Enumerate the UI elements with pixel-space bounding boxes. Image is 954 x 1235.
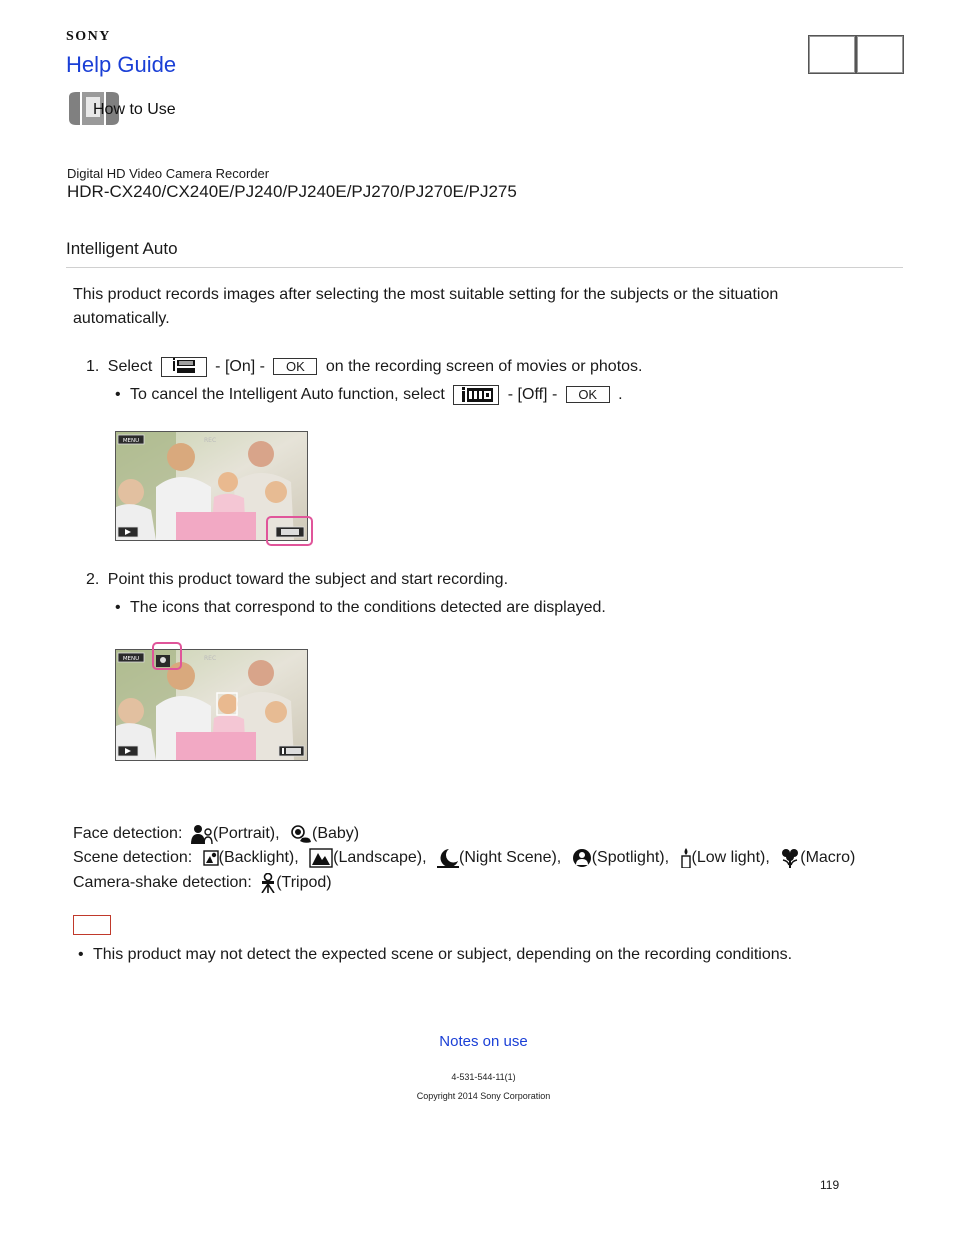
low-light-icon — [680, 848, 692, 868]
step-1 — [86, 356, 642, 378]
face-detection-line — [73, 823, 359, 845]
note-marker — [73, 915, 111, 935]
landscape-label: (Landscape), — [333, 849, 427, 866]
product-type: Digital HD Video Camera Recorder — [67, 166, 270, 181]
baby-label: (Baby) — [311, 825, 360, 842]
step-2 — [86, 569, 508, 591]
step-2-sub: • The icons that correspond to the conditions detected are displayed. — [130, 597, 606, 619]
step-text-pre: Select — [107, 358, 153, 375]
section-link[interactable]: How to Use — [93, 101, 176, 118]
copyright: Copyright 2014 Sony Corporation — [416, 1091, 551, 1101]
portrait-icon — [191, 824, 213, 844]
page-number: 119 — [820, 1178, 840, 1192]
baby-icon — [290, 824, 312, 844]
shake-detection-line — [73, 872, 332, 894]
rec-label: REC — [204, 655, 217, 662]
spotlight-icon — [572, 848, 592, 868]
menu-label: MENU — [122, 438, 140, 444]
low-light-label: (Low light), — [691, 849, 770, 866]
next-page-button[interactable] — [856, 35, 904, 74]
step-text-post: on the recording screen of movies or photos. — [325, 358, 643, 375]
night-scene-label: (Night Scene), — [458, 849, 562, 866]
intro-paragraph: This product records images after selecting the most suitable setting for the subjects or the situation automatically. — [73, 286, 779, 327]
night-scene-icon — [437, 848, 459, 868]
backlight-label: (Backlight), — [218, 849, 299, 866]
notes-on-use-link[interactable]: Notes on use — [439, 1033, 528, 1050]
previous-page-button[interactable] — [808, 35, 856, 74]
sub-text-mid: - [Off] - — [507, 386, 558, 403]
spotlight-label: (Spotlight), — [591, 849, 670, 866]
step-number: 2. — [86, 571, 100, 588]
rec-label: REC — [204, 437, 217, 444]
step-text: Point this product toward the subject and start recording. — [107, 571, 509, 588]
face-detection-label: Face detection: — [73, 825, 183, 842]
document-code: 4-531-544-11(1) — [451, 1072, 516, 1082]
backlight-icon — [203, 850, 219, 866]
step-text-mid: - [On] - — [215, 358, 265, 375]
menu-label: MENU — [122, 656, 140, 662]
ok-button-icon: OK — [273, 358, 317, 375]
screen-image-2 — [115, 649, 308, 761]
note-text: • This product may not detect the expected scene or subject, depending on the recording conditions. — [93, 946, 792, 964]
highlight-frame — [152, 642, 182, 670]
sub-text-post: . — [618, 386, 623, 403]
page-title: Intelligent Auto — [66, 239, 178, 258]
ok-button-icon: OK — [566, 386, 610, 403]
scene-detection-line — [73, 847, 855, 869]
intelligent-auto-off-icon — [161, 357, 207, 377]
intelligent-auto-icon — [453, 385, 499, 405]
help-guide-link[interactable]: Help Guide — [66, 52, 177, 77]
macro-icon — [780, 848, 800, 868]
tripod-icon — [260, 873, 276, 893]
sony-logo: SONY — [66, 29, 111, 44]
highlight-frame — [266, 516, 313, 546]
step-1-sub — [130, 384, 623, 406]
sub-text-pre: To cancel the Intelligent Auto function, select — [130, 386, 445, 403]
tripod-label: (Tripod) — [276, 874, 332, 891]
shake-detection-label: Camera-shake detection: — [73, 874, 252, 891]
scene-detection-label: Scene detection: — [73, 849, 193, 866]
product-models: HDR-CX240/CX240E/PJ240/PJ240E/PJ270/PJ270E/PJ275 — [67, 182, 517, 201]
landscape-icon — [309, 848, 333, 868]
title-divider — [66, 267, 903, 268]
macro-label: (Macro) — [800, 849, 856, 866]
portrait-label: (Portrait), — [212, 825, 280, 842]
step-number: 1. — [86, 358, 100, 375]
